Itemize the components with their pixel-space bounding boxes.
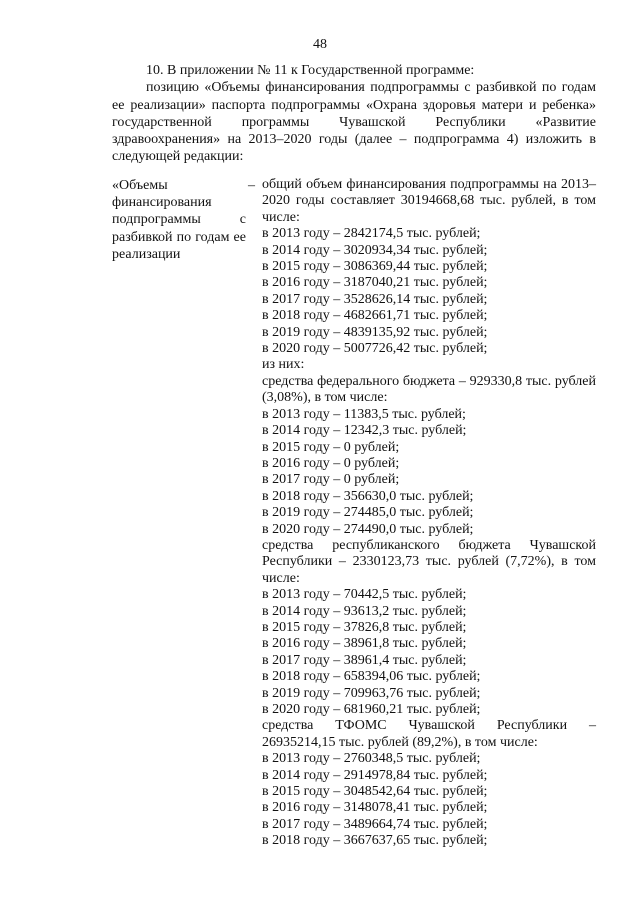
cell-dash: – — [248, 178, 255, 193]
right-cell — [262, 177, 596, 850]
year-line: в 2019 году – 4839135,92 тыс. рублей; — [262, 324, 488, 340]
year-line: в 2020 году – 681960,21 тыс. рублей; — [262, 702, 481, 717]
year-line: в 2018 году – 658394,06 тыс. рублей; — [262, 669, 481, 685]
year-line: в 2020 году – 5007726,42 тыс. рублей; — [262, 341, 488, 357]
year-line: в 2020 году – 274490,0 тыс. рублей; — [262, 521, 474, 537]
left-cell-text: «Объемы финансирования подпрограммы с разбивкой по годам ее реализации — [112, 178, 246, 262]
year-line: в 2013 году – 70442,5 тыс. рублей; — [262, 587, 467, 603]
year-line: в 2015 году – 3048542,64 тыс. рублей; — [262, 784, 488, 800]
year-line: в 2017 году – 38961,4 тыс. рублей; — [262, 652, 467, 668]
year-line: в 2014 году – 12342,3 тыс. рублей; — [262, 423, 467, 439]
intro-section — [112, 62, 596, 166]
year-line: в 2018 году – 356630,0 тыс. рублей; — [262, 488, 474, 504]
year-line: в 2015 году – 3086369,44 тыс. рублей; — [262, 259, 488, 275]
total-text: общий объем финансирования подпрограммы на 2013–2020 годы составляет 30194668,68 тыс. рублей, в том числе: — [262, 177, 596, 225]
year-line: в 2013 году – 2760348,5 тыс. рублей; — [262, 751, 481, 767]
year-line: в 2019 году – 709963,76 тыс. рублей; — [262, 685, 481, 701]
page-number: 48 — [313, 37, 327, 52]
year-line: в 2017 году – 0 рублей; — [262, 472, 400, 488]
year-line: в 2018 году – 4682661,71 тыс. рублей; — [262, 308, 488, 324]
tfoms-text: средства ТФОМС Чувашской Республики – 26935214,15 тыс. рублей (89,2%), в том числе: — [262, 718, 596, 750]
year-line: в 2014 году – 93613,2 тыс. рублей; — [262, 603, 467, 619]
year-line: в 2016 году – 38961,8 тыс. рублей; — [262, 636, 467, 652]
year-line: в 2017 году – 3528626,14 тыс. рублей; — [262, 291, 488, 307]
left-cell — [112, 177, 246, 263]
tfoms-years-list — [262, 751, 596, 849]
republic-text: средства республиканского бюджета Чувашской Республики – 2330123,73 тыс. рублей (7,72%), в том числе: — [262, 537, 596, 586]
republic-years-list — [262, 587, 596, 718]
year-line: в 2015 году – 37826,8 тыс. рублей; — [262, 619, 467, 635]
total-years-list — [262, 226, 596, 357]
year-line: в 2015 году – 0 рублей; — [262, 439, 400, 455]
year-line: в 2014 году – 3020934,34 тыс. рублей; — [262, 242, 488, 258]
intro-paragraph: позицию «Объемы финансирования подпрограммы с разбивкой по годам ее реализации» паспорта подпрограммы «Охрана здоровья матери и ребенка» государственной программы Чувашской Республики «Развитие здравоохранения» на 2013–2020 годы (далее – подпрограмма 4) изложить в следующей редакции: — [112, 80, 596, 165]
year-line: в 2019 году – 274485,0 тыс. рублей; — [262, 505, 474, 521]
year-line: в 2016 году – 3187040,21 тыс. рублей; — [262, 275, 488, 291]
year-line: в 2018 году – 3667637,65 тыс. рублей; — [262, 833, 488, 849]
federal-text: средства федерального бюджета – 929330,8 тыс. рублей (3,08%), в том числе: — [262, 373, 596, 406]
year-line: в 2013 году – 11383,5 тыс. рублей; — [262, 406, 466, 422]
intro-item: 10. В приложении № 11 к Государственной программе: — [146, 63, 475, 78]
year-line: в 2016 году – 3148078,41 тыс. рублей; — [262, 800, 488, 816]
federal-years-list — [262, 407, 596, 538]
year-line: в 2017 году – 3489664,74 тыс. рублей; — [262, 816, 488, 832]
year-line: в 2014 году – 2914978,84 тыс. рублей; — [262, 767, 488, 783]
year-line: в 2016 году – 0 рублей; — [262, 455, 400, 471]
year-line: в 2013 году – 2842174,5 тыс. рублей; — [262, 226, 481, 242]
of-them-label: из них: — [262, 357, 305, 373]
